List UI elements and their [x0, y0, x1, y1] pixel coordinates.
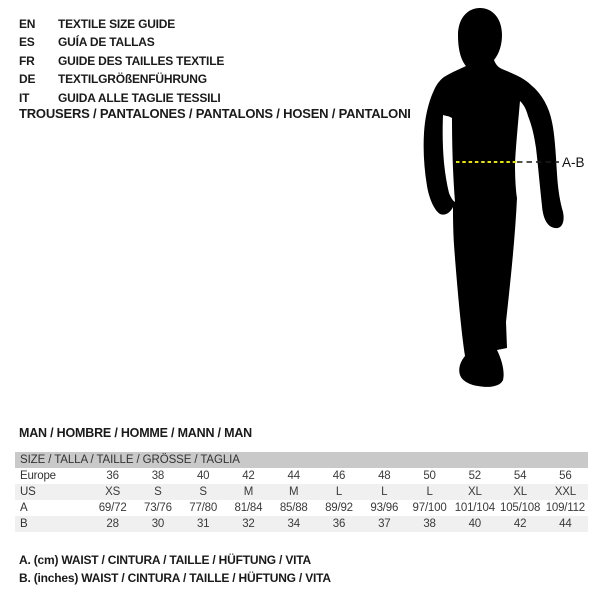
note-a-cm: A. (cm) WAIST / CINTURA / TAILLE / HÜFTUNG / VITA — [19, 553, 311, 567]
size-value-cell: 81/84 — [234, 502, 263, 514]
size-value-cell: 56 — [559, 470, 572, 482]
size-value-cell: 36 — [106, 470, 119, 482]
size-value-cell: 34 — [287, 518, 300, 530]
size-value-cell: 50 — [423, 470, 436, 482]
size-table-header: SIZE / TALLA / TAILLE / GRÖSSE / TAGLIA — [15, 452, 588, 468]
size-value-cell: 97/100 — [412, 502, 447, 514]
size-value-cell: 109/112 — [545, 502, 586, 514]
category-title: TROUSERS / PANTALONES / PANTALONS / HOSEN / PANTALONI — [19, 106, 411, 121]
size-value-cell: 40 — [468, 518, 482, 530]
table-row — [15, 468, 588, 484]
size-value-cell: XS — [105, 486, 121, 498]
legend-row-de — [19, 70, 224, 88]
size-table-body — [15, 468, 588, 532]
language-label: GUIDA ALLE TAGLIE TESSILI — [58, 90, 221, 105]
size-value-cell: L — [381, 486, 388, 498]
language-label: TEXTILE SIZE GUIDE — [58, 17, 176, 31]
size-value-cell: 28 — [106, 518, 119, 530]
legend-row-it — [19, 89, 224, 107]
size-value-cell: 89/92 — [325, 502, 353, 514]
language-code: ES — [19, 35, 35, 50]
size-value-cell: 52 — [468, 470, 482, 482]
legend-row-en — [19, 15, 224, 33]
row-label: Europe — [20, 470, 56, 482]
gender-title: MAN / HOMBRE / HOMME / MANN / MAN — [19, 426, 252, 440]
size-value-cell: 46 — [332, 470, 346, 482]
size-value-cell: 32 — [242, 518, 255, 530]
legend-row-es — [19, 33, 224, 51]
language-code: DE — [19, 72, 36, 87]
size-value-cell: 77/80 — [189, 502, 218, 514]
size-value-cell: 42 — [513, 518, 527, 530]
language-legend — [19, 15, 224, 107]
size-value-cell: 93/96 — [370, 502, 399, 514]
size-value-cell: 101/104 — [454, 502, 495, 514]
note-b-inches: B. (inches) WAIST / CINTURA / TAILLE / HÜFTUNG / VITA — [19, 570, 331, 585]
size-value-cell: 44 — [559, 518, 572, 530]
size-value-cell: XXL — [554, 486, 576, 498]
size-value-cell: 105/108 — [500, 502, 541, 514]
size-value-cell: S — [199, 486, 207, 498]
row-label: US — [20, 486, 36, 498]
size-value-cell: 48 — [378, 470, 391, 482]
size-value-cell: 38 — [151, 470, 165, 482]
size-value-cell: S — [154, 486, 162, 498]
size-value-cell: M — [243, 486, 254, 498]
size-value-cell: L — [426, 486, 433, 498]
size-value-cell: XL — [513, 486, 527, 498]
language-label: GUIDE DES TAILLES TEXTILE — [58, 53, 225, 68]
measurement-notes — [19, 552, 331, 587]
size-value-cell: 73/76 — [144, 502, 172, 514]
man-silhouette-figure — [410, 0, 600, 420]
size-value-cell: 44 — [287, 470, 300, 482]
legend-row-fr — [19, 52, 224, 70]
size-value-cell: 42 — [242, 470, 255, 482]
size-value-cell: 40 — [196, 470, 210, 482]
size-value-cell: L — [335, 486, 343, 498]
size-value-cell: 69/72 — [98, 502, 127, 514]
language-code: EN — [19, 17, 36, 31]
language-label: GUÍA DE TALLAS — [58, 35, 155, 50]
size-value-cell: 54 — [513, 470, 527, 482]
waist-measure-label: A-B — [562, 155, 585, 170]
language-label: TEXTILGRÖßENFÜHRUNG — [58, 72, 207, 87]
table-row — [15, 516, 588, 532]
size-value-cell: XL — [467, 486, 482, 498]
size-value-cell: 31 — [196, 518, 210, 530]
silhouette-body — [424, 8, 564, 387]
size-value-cell: 36 — [332, 518, 346, 530]
size-value-cell: 38 — [423, 518, 436, 530]
row-label: A — [20, 502, 28, 514]
size-table — [15, 452, 588, 532]
language-code: FR — [19, 53, 35, 68]
size-value-cell: 37 — [378, 518, 391, 530]
size-value-cell: 85/88 — [279, 502, 308, 514]
table-row — [15, 500, 588, 516]
row-label: B — [20, 518, 28, 530]
size-value-cell: 30 — [151, 518, 165, 530]
man-silhouette-svg — [410, 0, 600, 420]
size-value-cell: M — [289, 486, 299, 498]
table-row — [15, 484, 588, 500]
language-code: IT — [19, 90, 30, 105]
